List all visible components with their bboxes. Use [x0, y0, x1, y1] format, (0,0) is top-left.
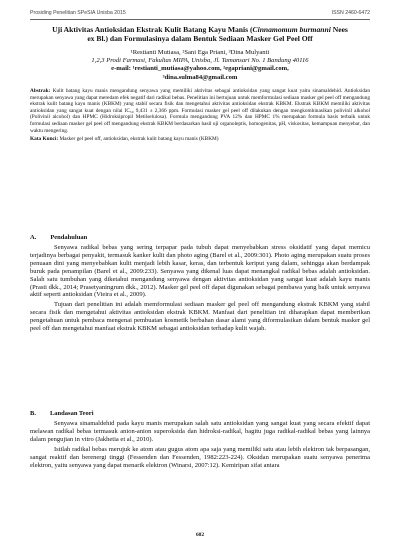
author-names: ¹Restianti Mutiasa, ²Sani Ega Priani, ³Dina Mulyanti	[130, 49, 270, 56]
section-b-paragraph-1: Senyawa sinamaldehid pada kayu manis merupakan salah satu antioksidan yang sangat kuat yang secara efektif dapat melawan radikal bebas termasuk anion-anion superoksida dan hidroksi-radikal, bagitu juga radikal-radikal bebas yang lainnya dalam pengujian in vitro (Jakhetia et al., 2010).	[30, 420, 370, 443]
section-theory	[30, 410, 370, 469]
header-issn: ISSN 2460-6472	[331, 10, 370, 16]
section-a-paragraph-2: Tujuan dari penelitian ini adalah memformulasi sediaan masker gel peel off mengandung ekstrak KBKM yang stabil secara fisik dan mengetahui aktivitas antioksidan ekstrak KBKM. Manfaat dari penelitian ini diharapkan dapat memberikan pengetahuan untuk pembaca mengenai pembuatan kosmetik berbahan dasar alami yang diformulasikan dalam bentuk masker gel peel off dan mengetahui manfaat ekstrak KBKM sebagai antioksidan terhadap kulit wajah.	[30, 301, 370, 333]
section-a-title: Pendahuluan	[50, 234, 88, 241]
title-part1: Uji Aktivitas Antioksidan Ekstrak Kulit Batang Kayu Manis (	[52, 25, 253, 34]
section-a-letter: A.	[30, 234, 37, 241]
author-emails-1: e-mail: ¹restianti_mutiasa@yahoo.com, ²egapriani@gmail.com,	[111, 65, 289, 73]
section-a-heading	[30, 234, 370, 242]
section-b-title: Landasan Teori	[49, 410, 94, 417]
section-b-paragraph-2: Istilah radikal bebas merujuk ke atom atau gugus atom apa saja yang memiliki satu atau lebih elektron tak berpasangan, sangat reaktif dan berenergi tinggi (Fessenden dan Fessenden, 1982:223-224). Oksidan merupakan suatu senyawa penerima elektron, yaitu senyawa yang dapat menarik elektron (Winarsi, 2007:12). Kemiripan sifat antara	[30, 445, 370, 469]
section-b-heading	[30, 410, 370, 418]
keywords-text: Masker gel peel off, antioksidan, ekstrak kulit batang kayu manis (KBKM)	[59, 136, 219, 143]
header-proceedings: Prosiding Penelitian SPeSIA Unisba 2015	[30, 10, 126, 16]
author-affiliation: 1,2,3 Prodi Farmasi, Fakultas MIPA, Unisba, Jl. Tamansari No. 1 Bandung 40116	[91, 57, 309, 65]
section-b-letter: B.	[30, 410, 36, 417]
keywords-label: Kata Kunci:	[30, 136, 59, 143]
keywords	[30, 136, 370, 143]
title-species: Cinnamomum burmanni	[252, 25, 331, 34]
abstract-body	[30, 88, 370, 134]
page-number: 602	[195, 532, 205, 538]
abstract-text: Kulit batang kayu manis mengandung senyawa yang memiliki aktivitas sebagai antioksidan yang sangat kuat yaitu sinamaldehid. Antioksidan merupakan senyawa yang dapat meredam efek negatif dari radikal bebas. Penelitian ini bertujuan untuk memformulasi sediaan masker gel peel off mengandung ekstrak kulit batang kayu manis (KBKM) yang stabil secara fisik dan mengetahui aktivitas antioksidan ekstrak KBKM. Ekstrak KBKM memiliki aktivitas antioksidan yang sangat kuat dengan nilai IC₅₀ 9,431 ± 2,366 ppm. Formulasi masker gel peel off dilakukan dengan mengkombinasikan polivinil alkohol (Polivinil alcohol) dan HPMC (Hidroksipropil Metilselulosa). Formula mengandung PVA 12% dan HPMC 1% merupakan formula basis terbaik untuk formulasi sediaan masker gel peel off mengandung ekstrak KBKM berdasarkan hasil uji organoleptis, homogenitas, pH, viskositas, kemampuan menyebar, dan waktu mengering.	[30, 88, 370, 134]
title-part2: Nees ex Bl.) dan Formulasinya dalam Bentuk Sediaan Masker Gel Peel Off	[87, 25, 348, 43]
section-a-paragraph-1: Senyawa radikal bebas yang sering terpapar pada tubuh dapat menyebabkan stress oksidatif yang dapat memicu terjadinya berbagai penyakit, termasuk kanker kulit dan photo aging (Barel et al., 2009:301). Photo aging merupakan suatu proses penuaan dini yang menyebabkan kulit menjadi lebih kasar, keras, dan terbentuk keriput yang dalam, sehingga akan berdampak buruk pada penampilan (Barel et al., 2009:233). Senyawa yang dikenal luas dapat menangkal radikal bebas adalah antioksidan. Salah satu tumbuhan yang diketahui mengandung senyawa dengan aktivitas antioksidan yang sangat kuat adalah kayu manis (Prasti dkk., 2014; Prasetyaningrum dkk., 2012). Masker gel peel off dapat digunakan sebagai pembawa yang baik untuk senyawa aktif seperti antioksidan (Vieira et al., 2009).	[30, 244, 370, 299]
header-rule	[30, 19, 370, 20]
abstract-label: Abstrak:	[30, 88, 51, 94]
section-introduction	[30, 234, 370, 333]
paper-title	[48, 25, 352, 43]
abstract	[30, 88, 370, 143]
author-block	[40, 49, 360, 82]
author-emails-2: ³dina.sulma84@gmail.com	[162, 73, 238, 81]
